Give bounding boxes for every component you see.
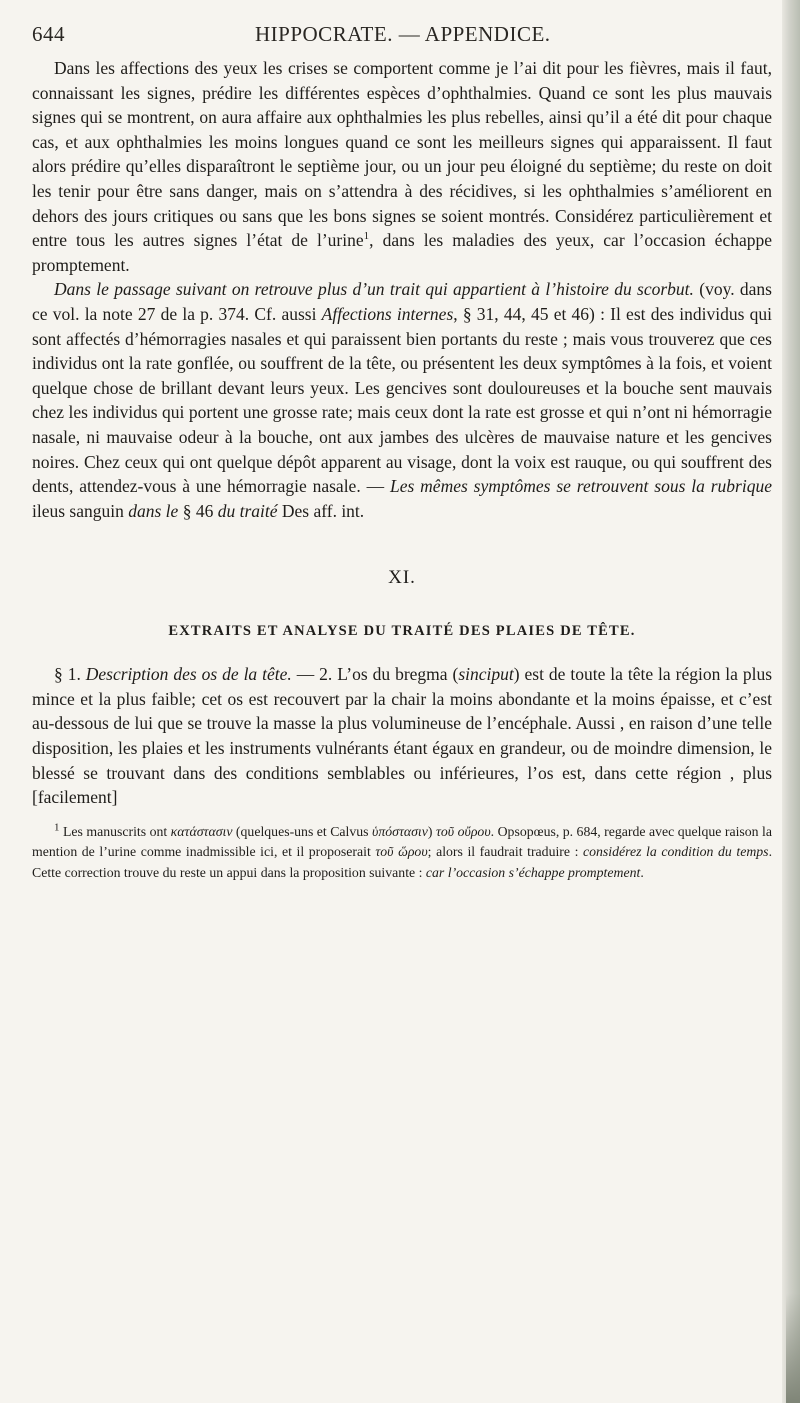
section-mark: § 1. bbox=[54, 664, 86, 685]
scorbut-mid-2: § 46 bbox=[178, 500, 218, 521]
scorbut-italic-4: du traité bbox=[217, 500, 278, 521]
footnote-text: . bbox=[640, 864, 644, 880]
footnote-text: . Cette correction trouve du reste un appui dans la proposition suivante : bbox=[32, 844, 773, 880]
paragraph-bregma bbox=[32, 662, 772, 810]
scorbut-italic-3: dans le bbox=[128, 500, 179, 521]
footnote-greek: τοῦ ὥρου bbox=[375, 844, 428, 860]
page-edge-dark-corner bbox=[786, 1293, 800, 1403]
page-edge-shadow bbox=[782, 0, 800, 1403]
footnote-text: ; alors il faudrait traduire : bbox=[427, 844, 583, 860]
footnote-italic: considérez la condition du temps bbox=[582, 844, 769, 860]
page-body bbox=[32, 56, 772, 897]
paragraph-ophthalmies-text: Dans les affections des yeux les crises se comportent comme je l’ai dit pour les fièvres, mais il faut, connaissant les signes, prédire les différentes espèces d’ophthalmies. Quand ce sont les plus mauvais signes qui se montrent, on aura affaire aux ophthalmies les plus rebelles, ainsi qu’il a été dit pour chaque cas, et aux ophthalmies les moins longues quand ce sont les meilleurs signes qui apparaissent. Il faut alors prédire qu’elles disparaîtront le septième jour, ou un jour peu éloigné du septième; du reste on doit les tenir pour être sans danger, mais on s’attendra à des récidives, si les ophthalmies s’améliorent en dehors des jours critiques ou sans que les bons signes se soient montrés. Considérez particulièrement et entre tous les autres signes l’état de l’urine bbox=[32, 58, 772, 251]
paragraph-ophthalmies-end: , dans les maladies des yeux, car l’occasion échappe promptement. bbox=[32, 230, 772, 275]
footnote-italic: car l’occasion s’échappe promptement bbox=[425, 864, 641, 880]
footnote-text: . Opsopœus, p. 684, regarde avec quelque raison la mention de l’urine comme inadmissible ici, et il proposerait bbox=[32, 823, 772, 860]
scorbut-text: , § 31, 44, 45 et 46) : Il est des individus qui sont affectés d’hémorragies nasales et qui paraissent bien portants du reste ; mais vous trouverez que ces individus ont la rate gonflée, ou souffrent de la tête, ou présentent les deux symptômes à la fois, et voient quelque chose de brillant devant leurs yeux. Les gencives sont douloureuses et la bouche sent mauvais chez les individus qui portent une grosse rate; mais ceux dont la rate est grosse et qui n’ont ni hémorragie nasale, ni mauvaise odeur à la bouche, ont aux jambes des ulcères de mauvaise nature et les gencives noires. Chez ceux qui ont quelque dépôt apparent au visage, dont la voix est rauque, ou qui souffrent des dents, attendez-vous à une hémorragie nasale. — bbox=[32, 303, 772, 497]
footnote-greek: τοῦ οὔρου bbox=[435, 823, 491, 839]
scorbut-ref-title: Affections internes bbox=[321, 303, 454, 324]
scorbut-mid: ileus sanguin bbox=[32, 500, 129, 521]
bregma-rest: ) est de toute la tête la région la plus mince et la plus faible; cet os est recouvert par la chair la moins abondante et la moins épaisse, et c’est au-dessous de lui que se trouve la masse la plus volumineuse de l’encéphale. Aussi , en raison d’une telle disposition, les plaies et les instruments vulnérants étant égaux en grandeur, ou de moindre dimension, le blessé se trouvant dans des conditions semblables ou inférieures, l’os est, dans cette région , plus [facilement] bbox=[32, 664, 773, 808]
paragraph-ophthalmies bbox=[32, 56, 772, 277]
paragraph-scorbut bbox=[32, 277, 772, 523]
footnote-text: (quelques-uns et Calvus bbox=[232, 823, 372, 839]
chapter-title: EXTRAITS ET ANALYSE DU TRAITÉ DES PLAIES DE TÊTE. bbox=[168, 623, 636, 640]
footnote-greek: ὑπόστασιν bbox=[372, 823, 428, 839]
footnote-text: ) bbox=[427, 823, 436, 839]
scorbut-italic-2: Les mêmes symptômes se retrouvent sous la rubrique bbox=[389, 476, 772, 497]
running-title: HIPPOCRATE. — APPENDICE. bbox=[255, 22, 551, 46]
section-heading: Description des os de la tête. bbox=[85, 664, 292, 685]
scorbut-ref: (voy. dans ce vol. la note 27 de la p. 374. Cf. aussi bbox=[32, 279, 772, 324]
footnote-text: Les manuscrits ont bbox=[59, 823, 171, 839]
footnote-call: 1 bbox=[363, 230, 370, 243]
scorbut-end: Des aff. int. bbox=[277, 500, 365, 521]
scorbut-intro: Dans le passage suivant on retrouve plus d’un trait qui appartient à l’histoire du scorbut. bbox=[54, 279, 694, 300]
chapter-number: XI. bbox=[388, 567, 416, 589]
page-number: 644 bbox=[32, 22, 65, 46]
footnote-greek: κατάστασιν bbox=[170, 823, 233, 839]
footnote-mark: 1 bbox=[54, 821, 60, 834]
sinciput-term: sinciput bbox=[458, 664, 514, 685]
bregma-text: — 2. L’os du bregma ( bbox=[291, 664, 459, 685]
footnote bbox=[32, 822, 772, 883]
